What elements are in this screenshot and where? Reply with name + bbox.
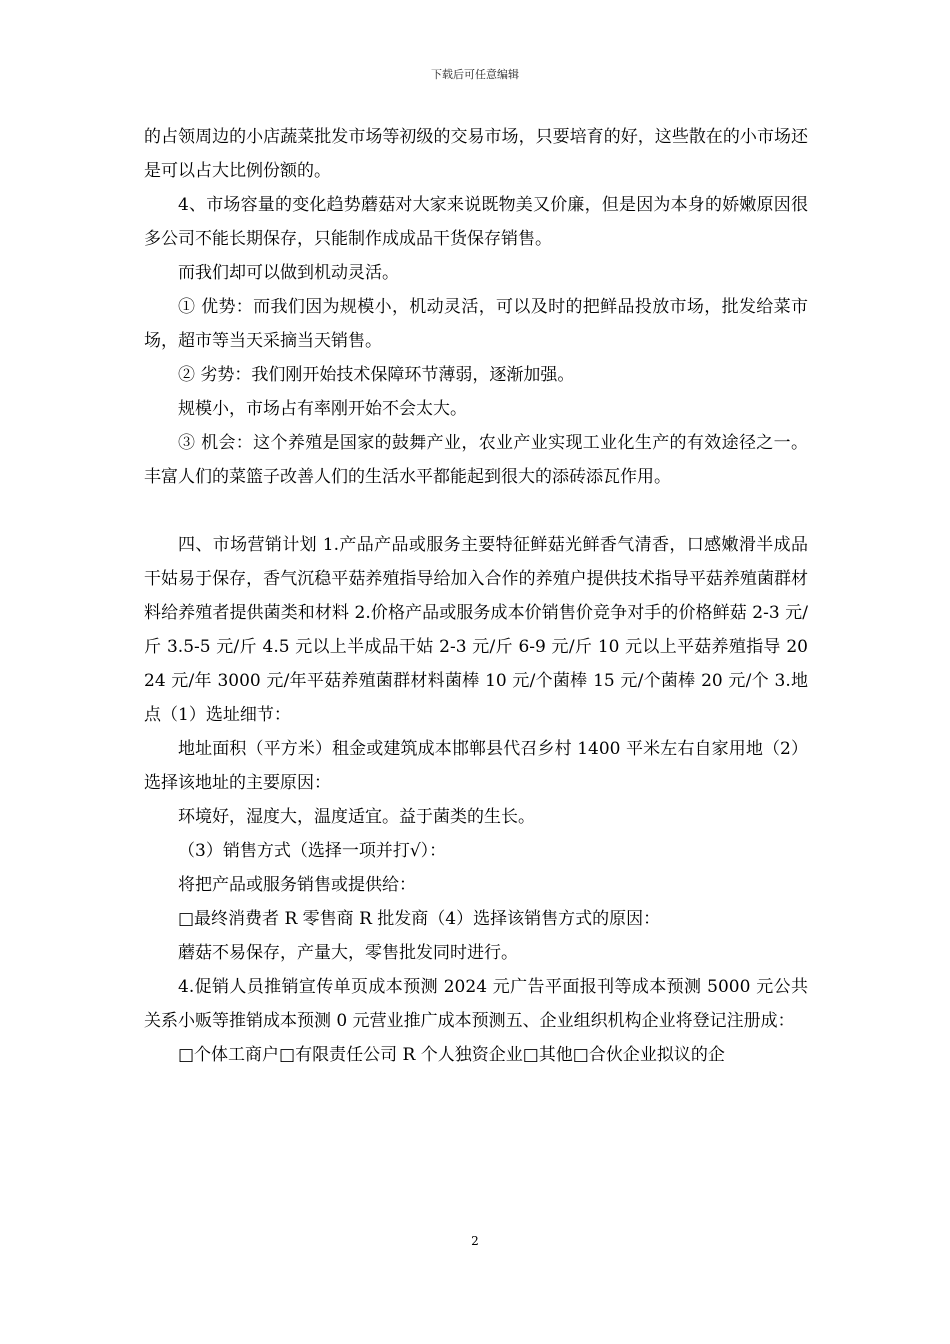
paragraph-strengths: ① 优势：而我们因为规模小，机动灵活，可以及时的把鲜品投放市场，批发给菜市场，超市等当天采摘当天销售。 — [144, 297, 808, 351]
paragraph-opportunities: ③ 机会：这个养殖是国家的鼓舞产业，农业产业实现工业化生产的有效途径之一。丰富人们的菜篮子改善人们的生活水平都能起到很大的添砖添瓦作用。 — [144, 433, 808, 487]
paragraph-small-scale: 规模小，市场占有率刚开始不会太大。 — [178, 399, 467, 419]
paragraph-environment: 环境好，湿度大，温度适宜。益于菌类的生长。 — [178, 807, 535, 827]
page-header: 下载后可任意编辑 — [431, 68, 519, 81]
paragraph-channel-choice: □最终消费者 R 零售商 R 批发商（4）选择该销售方式的原因： — [178, 909, 661, 929]
paragraph-flexibility: 而我们却可以做到机动灵活。 — [178, 263, 399, 283]
paragraph-marketing-plan: 四、市场营销计划 1.产品产品或服务主要特征鲜菇光鲜香气清香，口感嫩滑半成品干姑易于保存，香气沉稳平菇养殖指导给加入合作的养殖户提供技术指导平菇养殖菌群材料给养殖者提供菌类和材料 2.价格产品或服务成本价销售价竞争对手的价格鲜菇 2-3 元/斤 3.5-5 元/斤 4.5 元以上半成品干姑 2-3 元/斤 6-9 元/斤 10 元以上平菇养殖指导 2024 元/年 3000 元/年平菇养殖菌群材料菌棒 10 元/个菌棒 15 元/个菌棒 20 元/个 3.地点（1）选址细节： — [144, 535, 808, 725]
paragraph-gap — [144, 494, 808, 528]
paragraph-promotion: 4.促销人员推销宣传单页成本预测 2024 元广告平面报刊等成本预测 5000 元公共关系小贩等推销成本预测 0 元营业推广成本预测五、企业组织机构企业将登记注册成： — [144, 977, 808, 1031]
paragraph-registration: □个体工商户□有限责任公司 R 个人独资企业□其他□合伙企业拟议的企 — [178, 1045, 725, 1065]
paragraph-sales-method: （3）销售方式（选择一项并打√）： — [178, 841, 447, 861]
paragraph-sell-to: 将把产品或服务销售或提供给： — [178, 875, 416, 895]
paragraph-address: 地址面积（平方米）租金或建筑成本邯郸县代召乡村 1400 平米左右自家用地（2）选择该地址的主要原因： — [144, 739, 808, 793]
paragraph-weaknesses: ② 劣势：我们刚开始技术保障环节薄弱，逐渐加强。 — [178, 365, 575, 385]
page-number: 2 — [471, 1234, 479, 1248]
document-body — [144, 120, 808, 1072]
paragraph-channel-reason: 蘑菇不易保存，产量大，零售批发同时进行。 — [178, 943, 518, 963]
paragraph-continuation: 的占领周边的小店蔬菜批发市场等初级的交易市场，只要培育的好，这些散在的小市场还是可以占大比例份额的。 — [144, 127, 808, 181]
paragraph-market-trend: 4、市场容量的变化趋势蘑菇对大家来说既物美又价廉，但是因为本身的娇嫩原因很多公司不能长期保存，只能制作成成品干货保存销售。 — [144, 195, 808, 249]
